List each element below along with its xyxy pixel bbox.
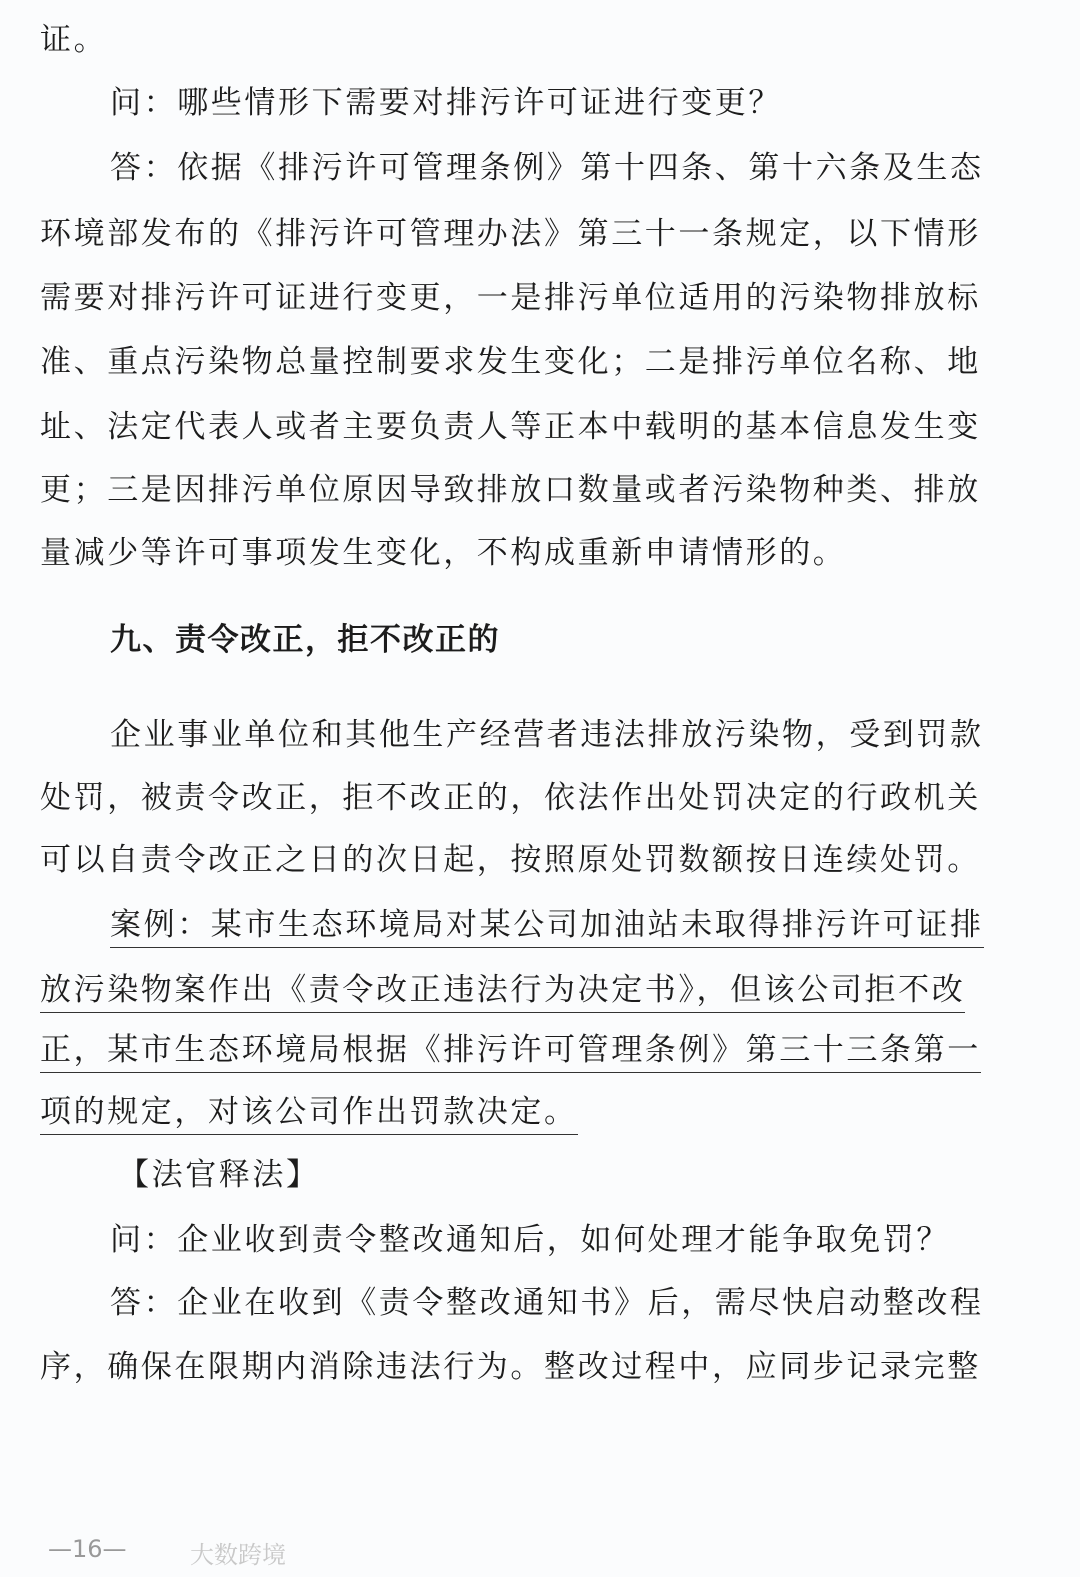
text-line: 量减少等许可事项发生变化，不构成重新申请情形的。: [40, 535, 847, 571]
page-number: —16—: [48, 1535, 127, 1563]
case-line: 正，某市生态环境局根据《排污许可管理条例》第三十三条第一: [40, 1030, 981, 1073]
question-line: 问：哪些情形下需要对排污许可证进行变更？: [110, 85, 782, 121]
question-line: 问：企业收到责令整改通知后，如何处理才能争取免罚？: [110, 1222, 950, 1258]
watermark: 大数跨境: [190, 1541, 286, 1569]
text-line: 准、重点污染物总量控制要求发生变化；二是排污单位名称、地: [40, 344, 981, 380]
text-line: 环境部发布的《排污许可管理办法》第三十一条规定，以下情形: [40, 216, 981, 252]
case-line: 案例：某市生态环境局对某公司加油站未取得排污许可证排: [110, 905, 984, 948]
text-line: 证。: [40, 22, 108, 58]
text-line: 处罚，被责令改正，拒不改正的，依法作出处罚决定的行政机关: [40, 780, 981, 816]
text-line: 序，确保在限期内消除违法行为。整改过程中，应同步记录完整: [40, 1349, 981, 1385]
text-line: 址、法定代表人或者主要负责人等正本中载明的基本信息发生变: [40, 409, 981, 445]
subheading-judge-explains: 【法官释法】: [118, 1157, 320, 1193]
answer-line: 答：依据《排污许可管理条例》第十四条、第十六条及生态: [110, 150, 984, 186]
section-heading: 九、责令改正，拒不改正的: [110, 622, 500, 658]
case-line: 放污染物案作出《责令改正违法行为决定书》，但该公司拒不改: [40, 970, 965, 1013]
text-line: 更；三是因排污单位原因导致排放口数量或者污染物种类、排放: [40, 472, 981, 508]
text-line: 可以自责令改正之日的次日起，按照原处罚数额按日连续处罚。: [40, 842, 981, 878]
text-line: 企业事业单位和其他生产经营者违法排放污染物，受到罚款: [110, 717, 984, 753]
answer-line: 答：企业在收到《责令整改通知书》后，需尽快启动整改程: [110, 1285, 984, 1321]
case-line: 项的规定，对该公司作出罚款决定。: [40, 1092, 578, 1135]
text-line: 需要对排污许可证进行变更，一是排污单位适用的污染物排放标: [40, 280, 981, 316]
